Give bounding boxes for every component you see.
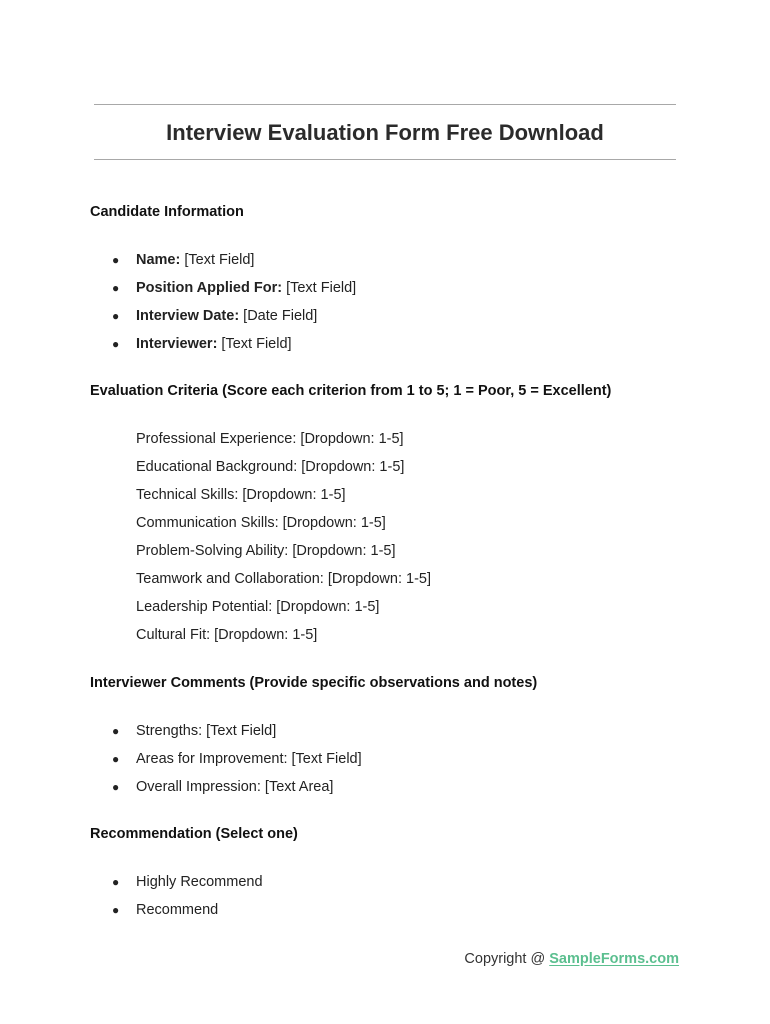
field-value-position: [Text Field]: [282, 280, 357, 296]
field-value-interviewer: [Text Field]: [217, 336, 292, 352]
list-item: [0, 721, 362, 749]
sampleforms-link[interactable]: SampleForms.com: [549, 951, 679, 967]
bullet-icon: ●: [112, 309, 120, 323]
recommendation-highly-recommend: Highly Recommend: [136, 874, 263, 890]
bullet-icon: ●: [112, 875, 120, 889]
candidate-info-heading: Candidate Information: [90, 204, 244, 220]
recommendation-heading: Recommendation (Select one): [90, 826, 298, 842]
bullet-icon: ●: [112, 281, 120, 295]
criterion-item: Teamwork and Collaboration: [Dropdown: 1-5]: [136, 571, 431, 587]
candidate-info-list: [0, 250, 356, 362]
bullet-icon: ●: [112, 724, 120, 738]
comment-overall-impression: Overall Impression: [Text Area]: [136, 779, 334, 795]
list-item: [0, 749, 362, 777]
field-value-name: [Text Field]: [180, 252, 255, 268]
copyright-prefix: Copyright @: [464, 951, 550, 967]
list-item: [0, 278, 356, 306]
comment-areas-for-improvement: Areas for Improvement: [Text Field]: [136, 751, 362, 767]
list-item: [0, 306, 356, 334]
recommendation-list: [0, 872, 263, 928]
criterion-item: Educational Background: [Dropdown: 1-5]: [136, 459, 405, 475]
field-value-interview-date: [Date Field]: [239, 308, 318, 324]
evaluation-criteria-heading: Evaluation Criteria (Score each criterion from 1 to 5; 1 = Poor, 5 = Excellent): [90, 383, 612, 399]
criterion-item: Leadership Potential: [Dropdown: 1-5]: [136, 599, 380, 615]
comment-strengths: Strengths: [Text Field]: [136, 723, 277, 739]
bullet-icon: ●: [112, 337, 120, 351]
title-bottom-rule: [94, 159, 676, 160]
interviewer-comments-heading: Interviewer Comments (Provide specific observations and notes): [90, 675, 538, 691]
field-label-interview-date: Interview Date:: [136, 308, 240, 324]
bullet-icon: ●: [112, 903, 120, 917]
criterion-item: Cultural Fit: [Dropdown: 1-5]: [136, 627, 318, 643]
field-label-position: Position Applied For:: [136, 280, 283, 296]
list-item: [0, 777, 362, 805]
criterion-item: Technical Skills: [Dropdown: 1-5]: [136, 487, 346, 503]
criterion-item: Professional Experience: [Dropdown: 1-5]: [136, 431, 404, 447]
bullet-icon: ●: [112, 752, 120, 766]
field-label-interviewer: Interviewer:: [136, 336, 218, 352]
list-item: [0, 900, 263, 928]
bullet-icon: ●: [112, 253, 120, 267]
bullet-icon: ●: [112, 780, 120, 794]
title-top-rule: [94, 104, 676, 105]
list-item: [0, 250, 356, 278]
list-item: [0, 334, 356, 362]
copyright-footer: [464, 949, 679, 969]
recommendation-recommend: Recommend: [136, 902, 219, 918]
field-label-name: Name:: [136, 252, 181, 268]
page-title: Interview Evaluation Form Free Download: [166, 120, 604, 145]
interviewer-comments-list: [0, 721, 362, 805]
criterion-item: Communication Skills: [Dropdown: 1-5]: [136, 515, 386, 531]
criterion-item: Problem-Solving Ability: [Dropdown: 1-5]: [136, 543, 396, 559]
list-item: [0, 872, 263, 900]
evaluation-criteria-list: [0, 429, 431, 653]
